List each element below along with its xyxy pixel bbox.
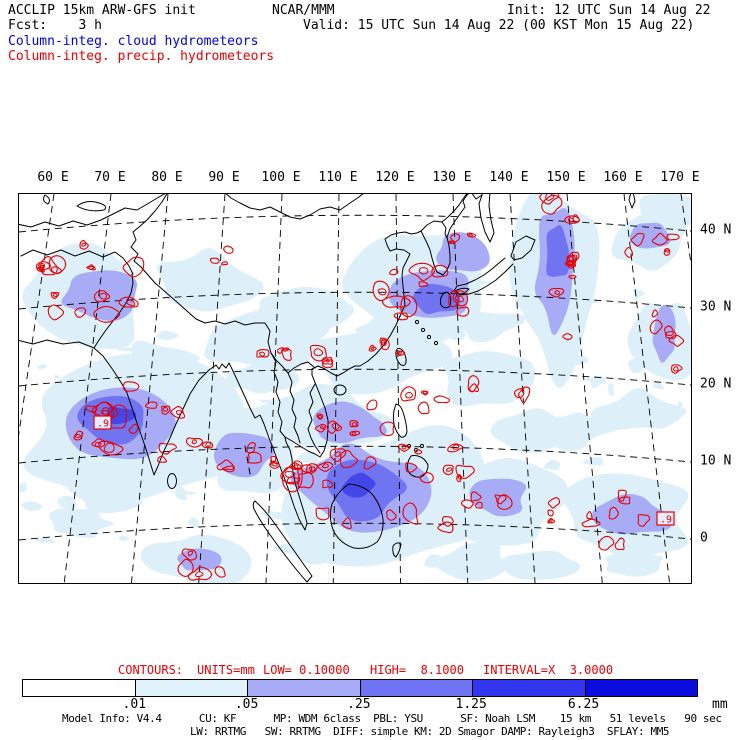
colorbar-segment-3: [360, 680, 473, 696]
contour-info-seg-1: UNITS=mm: [197, 663, 255, 677]
plot-title: ACCLIP 15km ARW-GFS init: [8, 3, 196, 18]
colorbar-segment-1: [135, 680, 248, 696]
colorbar-tick-labels: [22, 697, 696, 711]
x-tick-label-110E: 110 E: [318, 170, 358, 185]
x-tick-label-150E: 150 E: [546, 170, 586, 185]
contour-max-label: .9: [97, 418, 110, 430]
y-tick-label-40N: 40 N: [700, 222, 732, 238]
contour-info-seg-4: INTERVAL=X 3.0000: [483, 663, 614, 677]
contour-info-seg-3: HIGH= 8.1000: [370, 663, 464, 677]
y-tick-label-0: 0: [700, 530, 708, 546]
y-tick-label-20N: 20 N: [700, 376, 732, 392]
x-tick-label-140E: 140 E: [489, 170, 529, 185]
colorbar-segment-4: [472, 680, 585, 696]
init-time-label: Init: 12 UTC Sun 14 Aug 22: [507, 3, 711, 18]
contour-info-seg-0: CONTOURS:: [118, 663, 184, 677]
cloud-fill-layer: [19, 194, 691, 583]
latitude-axis: [700, 193, 738, 582]
x-tick-label-80E: 80 E: [151, 170, 183, 185]
precip-field-legend: Column-integ. precip. hydrometeors: [8, 49, 275, 64]
model-info-line1: Model Info: V4.4 CU: KF MP: WDM 6class PBL: YSU SF: Noah LSM 15 km 51 levels 90 sec: [62, 712, 722, 725]
y-tick-label-10N: 10 N: [700, 453, 732, 469]
colorbar-tick-.01: .01: [122, 697, 147, 712]
valid-time-label: Valid: 15 UTC Sun 14 Aug 22 (00 KST Mon 15 Aug 22): [303, 18, 695, 33]
contour-max-label: .9: [660, 514, 673, 526]
colorbar-segment-2: [247, 680, 360, 696]
map-frame: [18, 193, 692, 584]
x-tick-label-60E: 60 E: [37, 170, 69, 185]
x-tick-label-120E: 120 E: [375, 170, 415, 185]
colorbar-segment-0: [23, 680, 135, 696]
colorbar-segment-5: [585, 680, 698, 696]
contour-info-line: [0, 663, 740, 677]
x-tick-label-100E: 100 E: [261, 170, 301, 185]
colorbar-units-label: mm: [712, 697, 728, 712]
x-tick-label-90E: 90 E: [208, 170, 240, 185]
x-tick-label-130E: 130 E: [432, 170, 472, 185]
colorbar-tick-.05: .05: [234, 697, 259, 712]
colorbar-tick-6.25: 6.25: [567, 697, 600, 712]
colorbar: [22, 679, 698, 697]
fcst-hour-label: Fcst: 3 h: [8, 18, 102, 33]
x-tick-label-70E: 70 E: [94, 170, 126, 185]
y-tick-label-30N: 30 N: [700, 299, 732, 315]
forecast-map-svg: [19, 194, 691, 583]
colorbar-tick-1.25: 1.25: [455, 697, 487, 712]
x-tick-label-160E: 160 E: [603, 170, 643, 185]
colorbar-tick-.25: .25: [347, 697, 371, 712]
x-tick-label-170E: 170 E: [660, 170, 700, 185]
cloud-field-legend: Column-integ. cloud hydrometeors: [8, 34, 259, 49]
org-label: NCAR/MMM: [272, 3, 335, 18]
model-info-line2: LW: RRTMG SW: RRTMG DIFF: simple KM: 2D Smagor DAMP: Rayleigh3 SFLAY: MM5: [190, 725, 670, 738]
contour-info-seg-2: LOW= 0.10000: [263, 663, 350, 677]
longitude-axis: [18, 170, 700, 186]
